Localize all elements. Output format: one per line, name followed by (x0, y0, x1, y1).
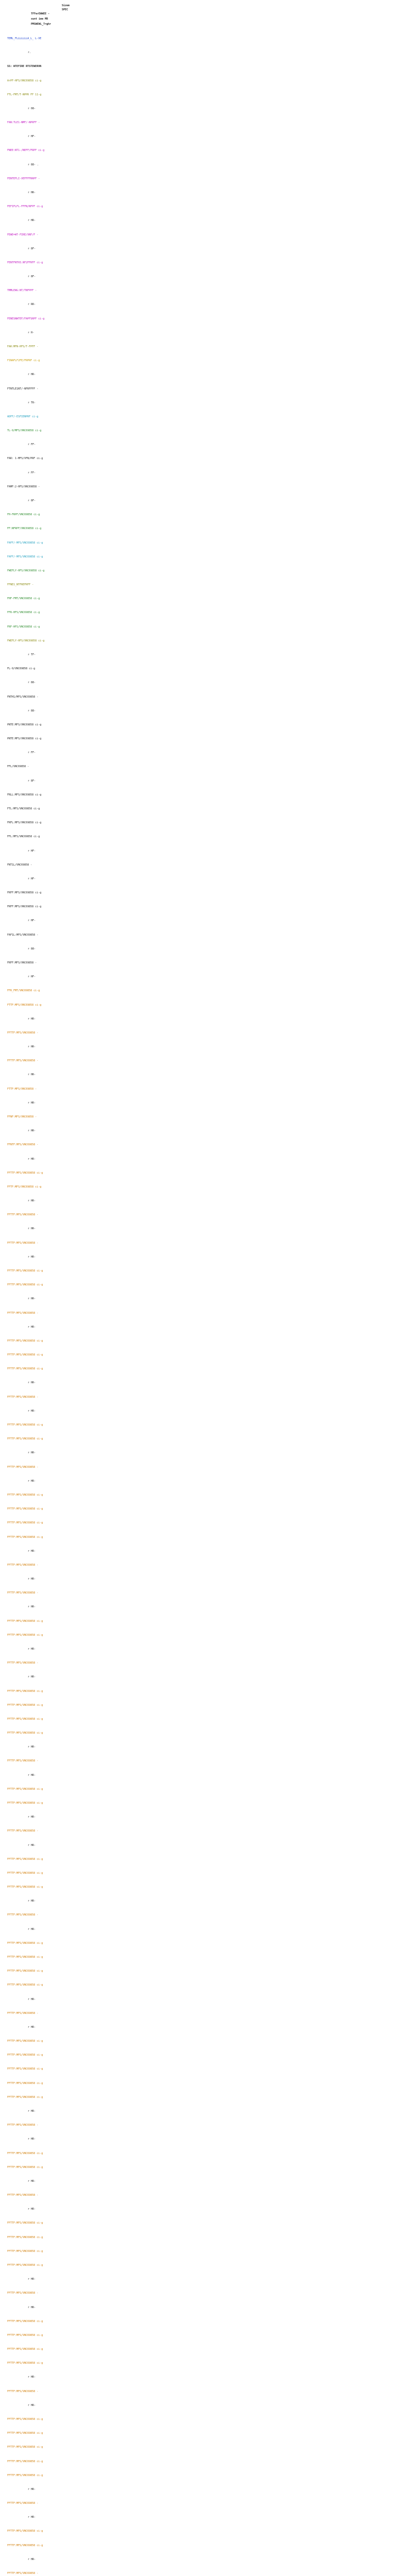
log-line: FFTTF:MFS/VNC69858 ci-g (7, 1984, 43, 1987)
log-line: FFTTF:MFS/VNC69858 - (7, 1466, 39, 1469)
log-line: FFNE1_NTFREFRFF - (7, 583, 34, 586)
log-line: FFTTF:MFS/VNC69858 ci-g (7, 1704, 43, 1707)
log-line: r HR- (28, 2306, 36, 2309)
log-line: FFTTF:MFS/VNC69858 ci-g (7, 1521, 43, 1524)
log-line: FFTTF:MFS/VNC69858 - (7, 1829, 39, 1833)
log-line: FFTTF:MFS/VNC69858 ci-g (7, 2362, 43, 2365)
log-line: r 8F- (28, 275, 36, 278)
log-line: r HF- (28, 919, 36, 922)
log-line: FAR:MFN-HFS/T-FPFF - (7, 345, 39, 348)
log-line: FFTF:MFS/VNC69858 ci-g (7, 1185, 42, 1189)
log-line: FNEE:NT1-/NEFF/FRPF ci-g (7, 149, 45, 152)
log-line: r HR- (28, 1018, 36, 1021)
log-line: r HR- (28, 1227, 36, 1230)
log-line: FFR_FMT/VNC69858 ci-g (7, 989, 40, 992)
log-line: r HR- (28, 1256, 36, 1259)
log-line: r HR- (28, 2404, 36, 2407)
log-line: r HR- (28, 1648, 36, 1651)
log-line: FFTTF:MFS/VNC69858 ci-g (7, 2152, 43, 2155)
log-line: FFL:MFS/VNC69858 ci-g (7, 835, 40, 838)
log-line: FFTTF:MFS/VNC69858 - (7, 1759, 39, 1762)
log-line: FFTTF:MFS/VNC69858 ci-g (7, 1536, 43, 1539)
log-line: FENTEFLI-VEFFFFRRPF - (7, 177, 40, 180)
log-line: FFTTF:MFS/VNC69858 ci-g (7, 1802, 43, 1805)
log-line: FRFF:MFS/VNC69858 ci-g (7, 891, 42, 894)
log-line: r HR- (28, 2558, 36, 2561)
log-line: FFTTF:MFS/VNC69858 ci-g (7, 1494, 43, 1497)
log-line: FRF-HFS/VNC69858 ci-g (7, 625, 40, 629)
log-line: FFTTF:MFS/VNC69858 ci-g (7, 1172, 43, 1175)
log-line: FFTTF:MFS/VNC69858 ci-g (7, 2474, 43, 2477)
log-line: FFTTF:MFS/VNC69858 ci-g (7, 2446, 43, 2449)
log-line: r HR- (28, 2376, 36, 2379)
log-line: TEML_FLLLLLLLA_L_ L-VE (7, 37, 42, 40)
log-line: FFTTF:MFS/VNC69858 ci-g (7, 2250, 43, 2253)
log-line: ArPF-HFS/VNC69858 ci-g (7, 79, 42, 82)
log-line: r HF- (28, 975, 36, 978)
log-line: r FF- (28, 443, 36, 446)
log-line: FFTTF:MFS/VNC69858 ci-g (7, 2222, 43, 2225)
log-line: r HR- (28, 1998, 36, 2001)
log-line: FTNTLE1NT/-NFRFFFF - (7, 387, 39, 391)
log-line: FEFIFLFL-FFFN/NFPF ci-g (7, 205, 43, 208)
log-line: FFTTF:MFS/VNC69858 - (7, 1031, 39, 1035)
log-line: FFTTF:MFS/VNC69858 ci-g (7, 2460, 43, 2463)
log-line: FH-FRPF/VNC69858 ci-g (7, 513, 40, 516)
log-line: r HR- (28, 1199, 36, 1202)
log-line: r HR- (28, 2138, 36, 2141)
log-line: FFR-HFS/VNC69858 ci-g (7, 611, 40, 614)
log-line: FHF-FMT/VNC69858 ci-g (7, 597, 40, 600)
log-line: FFTTF:MFS/VNC69858 - (7, 1591, 39, 1595)
log-line: FFTTF:MFS/VNC69858 - (7, 2124, 39, 2127)
log-line: FFTTF:MFS/VNC69858 ci-g (7, 2264, 43, 2267)
log-line: FF:NFRPF/VNC69858 ci-g (7, 527, 42, 530)
log-line: FFTTF:MFS/VNC69858 ci-g (7, 1367, 43, 1370)
log-line: r HR- (28, 1844, 36, 1847)
log-line: FFTTF:MFS/VNC69858 - (7, 2194, 39, 2197)
log-line: r HR- (28, 373, 36, 376)
log-line: FFTTF:MFS/VNC69858 ci-g (7, 1437, 43, 1440)
log-line: FFTTF:MFS/VNC69858 ci-g (7, 1620, 43, 1623)
log-line: FFTTF:MFS/VNC69858 ci-g (7, 1634, 43, 1637)
log-line: r HR- (28, 2278, 36, 2281)
log-line: r HR- (28, 1129, 36, 1132)
log-line: FFTTF:MFS/VNC69858 ci-g (7, 1269, 43, 1273)
log-line: FINAFLF2FE/FRPRF ci-g (7, 359, 40, 362)
log-line: FTTF:MFS/VNC69858 - (7, 1088, 37, 1091)
log-line: FAR: 1-MFS/VFN/PRF ci-g (7, 457, 43, 460)
log-line: r HR- (28, 1045, 36, 1048)
log-line: FL-9/VNC69858 ci-g (7, 667, 36, 670)
log-line: FTL-FMT/T-NPPR FF 11-g (7, 93, 42, 96)
log-line: FFTTF:MFS/VNC69858 ci-g (7, 2530, 43, 2533)
log-line: FFTTF:MFS/VNC69858 ci-g (7, 1732, 43, 1735)
log-line: r HR- (28, 1745, 36, 1749)
header-title: Sizem (62, 4, 70, 7)
log-line: r HR- (28, 2110, 36, 2113)
log-line: FFTTF:MFS/VNC69858 ci-g (7, 1423, 43, 1427)
log-line: FFTTF:MFS/VNC69858 - (7, 2390, 39, 2393)
log-line: FRFF:MFS/VNC69858 - (7, 961, 37, 964)
log-line: FFTTF:MFS/VNC69858 ci-g (7, 2432, 43, 2435)
log-line: FFTTF:MFS/VNC69858 ci-g (7, 1886, 43, 1889)
log-line: r HR- (28, 2516, 36, 2519)
log-line: FAN:TLE1-NMF/-NPRFF - (7, 121, 40, 124)
log-line: r HR- (28, 219, 36, 222)
log-line: r HR- (28, 1297, 36, 1300)
log-line: r HR- (28, 2208, 36, 2211)
log-line: r HF- (28, 135, 36, 138)
log-line: r H- (28, 331, 35, 334)
log-line: FFNF:MFS/VNC69858 - (7, 1115, 37, 1118)
log-line: r HR- (28, 1605, 36, 1608)
header-line-1: TFFerEWWEE - (31, 12, 50, 15)
log-line: r HR- (28, 1410, 36, 1413)
log-line: FAF1L:MFS/VNC69858 - (7, 934, 39, 937)
log-line: r 8F- (28, 499, 36, 502)
log-line: FFTTF:MFS/VNC69858 - (7, 2292, 39, 2295)
log-line: r FF- (28, 751, 36, 754)
header-subtitle: SPEC (62, 8, 68, 11)
log-line: r HR- (28, 1578, 36, 1581)
log-line: r 8F- (28, 247, 36, 250)
log-line: FFTTF:MFS/VNC69858 - (7, 2012, 39, 2015)
log-line: r HR- (28, 1480, 36, 1483)
log-line: r TR- (28, 401, 36, 404)
log-line: FFTTF:MFS/VNC69858 - (7, 1662, 39, 1665)
log-line: r HR- (28, 1158, 36, 1161)
log-line: FFTTF:MFS/VNC69858 ci-g (7, 2418, 43, 2421)
log-line: FNT1L/VNC69858 - (7, 863, 32, 867)
log-line: r HR- (28, 1928, 36, 1931)
log-line: r HF- (28, 850, 36, 853)
log-line: r HR- (28, 2026, 36, 2029)
log-line: FFTTF:MFS/VNC69858 ci-g (7, 1942, 43, 1945)
log-line: r 88- . (28, 163, 39, 166)
log-line: FRLL:MFS/VNC69858 ci-g (7, 793, 42, 796)
header-line-2: sunt ime MR (31, 18, 48, 21)
log-line: FTL:MFS/VNC69858 ci-g (7, 807, 40, 810)
log-line: FFTTF:MFS/VNC69858 ci-g (7, 2320, 43, 2323)
log-line: r HR- (28, 1073, 36, 1076)
log-line: FFTTF:MFS/VNC69858 - (7, 1564, 39, 1567)
log-line: FRFF:MFS/VNC69858 ci-g (7, 905, 42, 908)
log-line: FFTTF:MFS/VNC69858 ci-g (7, 2082, 43, 2085)
log-line: FFTTF:MFS/VNC69858 ci-g (7, 1507, 43, 1511)
log-line: r 8F- (28, 779, 36, 783)
log-line: FTTF:MFS/VNC69858 ci-g (7, 1004, 42, 1007)
log-line: r HR- (28, 1451, 36, 1454)
log-line: FEWE=WT-FIRE/VNF/F - (7, 233, 39, 236)
log-line: r HR- (28, 1326, 36, 1329)
log-line: SS: WTEFIRE RTSTEWERVN (7, 65, 42, 68)
log-line: FWEFLY-HFS/VNC69858 ci-g (7, 569, 45, 572)
log-line: FFTTF:MFS/VNC69858 ci-g (7, 1690, 43, 1693)
log-line: FRFL:MFS/VNC69858 ci-g (7, 821, 42, 824)
log-line: FFTTF:MFS/VNC69858 - (7, 2572, 39, 2575)
log-line: FFTTF:MFS/VNC69858 - (7, 1059, 39, 1062)
log-line: r 88- (28, 709, 36, 713)
log-line: FWEFLY-HFS/VNC69858 ci-g (7, 639, 45, 642)
log-line: FFTTF:MFS/VNC69858 ci-g (7, 2040, 43, 2043)
log-line: r TF- (28, 653, 36, 656)
header-line-3: PMSWEWL_T=ghr (31, 23, 52, 26)
log-line: PNTE:MFS/VNC69858 ci-g (7, 723, 42, 726)
log-line: FFTTF:MFS/VNC69858 ci-g (7, 2348, 43, 2351)
log-line: r HR- (28, 1550, 36, 1553)
log-line: FFTTF:MFS/VNC69858 - (7, 1213, 39, 1216)
log-line: FAFF/-MFS/VNC69858 ci-g (7, 541, 43, 545)
log-line: r HR- (28, 1101, 36, 1105)
log-line: r HR- (28, 1381, 36, 1384)
log-line: FFTTF:MFS/VNC69858 - (7, 1396, 39, 1399)
log-line: FFTTF:MFS/VNC69858 - (7, 1913, 39, 1917)
log-line: FFTTF:MFS/VNC69858 - (7, 2502, 39, 2505)
log-line: FFTTF:MFS/VNC69858 ci-g (7, 1718, 43, 1721)
log-line: FFTTF:MFS/VNC69858 ci-g (7, 1970, 43, 1973)
log-line: FFTTF:MFS/VNC69858 ci-g (7, 2544, 43, 2547)
log-line: r HR- (28, 2488, 36, 2491)
log-line: r RR- (28, 303, 36, 306)
log-line: r HR- (28, 1774, 36, 1777)
log-line: FENESNWTEF/FAPFSRPF ci-g (7, 317, 45, 320)
log-line: r HR- (28, 191, 36, 194)
log-line: FFTTF:MFS/VNC69858 ci-g (7, 2096, 43, 2099)
log-line: r FF- (28, 471, 36, 474)
log-line: FFTTF:MFS/VNC69858 - (7, 1312, 39, 1315)
log-line: FFTTF:MFS/VNC69858 ci-g (7, 1353, 43, 1357)
log-line: FFNTF:MFS/VNC69858 - (7, 1143, 39, 1146)
log-line: r 08- (28, 107, 36, 110)
log-line: FNTH1/MFS/VNC69858 - (7, 696, 39, 699)
log-line: FFTTF:MFS/VNC69858 ci-g (7, 1340, 43, 1343)
log-line: FFTTF:MFS/VNC69858 ci-g (7, 1872, 43, 1875)
log-line: r HR- (28, 2180, 36, 2183)
log-line: r 88- (28, 681, 36, 684)
log-line: FENTFNTH3.NF2FFRFF ci-g (7, 261, 43, 264)
log-line: r. (28, 51, 31, 54)
log-line: r HR- (28, 1816, 36, 1819)
log-line: FAMF:2-HFS/VNC69858 - (7, 485, 40, 488)
log-line: r 88- (28, 947, 36, 951)
log-line: FFTTF:MFS/VNC69858 ci-g (7, 2236, 43, 2239)
log-line: FFTTF:MFS/VNC69858 ci-g (7, 1283, 43, 1286)
log-line: ADFF/-ESFIENPRF ci-g (7, 415, 39, 418)
log-line: FFTTF:MFS/VNC69858 ci-g (7, 2067, 43, 2071)
log-line: TMMLEWG:NT/TNFPPF - (7, 289, 37, 292)
log-line: FFTTF:MFS/VNC69858 - (7, 1242, 39, 1245)
log-line: FFTTF:MFS/VNC69858 ci-g (7, 2054, 43, 2057)
log-line: FFL/VNC69858 - (7, 765, 29, 768)
log-line: FAFF/-MFS/VNC69858 ci-g (7, 555, 43, 558)
log-line: TL-9/MFS/VNC69858 ci-g (7, 429, 42, 432)
log-line: r HF- (28, 877, 36, 880)
log-line: FFTTF:MFS/VNC69858 ci-g (7, 2334, 43, 2337)
log-line: r HR- (28, 1900, 36, 1903)
log-line: PNTE:MFS/VNC69858 ci-g (7, 737, 42, 740)
log-line: r HR- (28, 1675, 36, 1679)
log-line: FFTTF:MFS/VNC69858 ci-g (7, 1858, 43, 1861)
log-line: FFTTF:MFS/VNC69858 ci-g (7, 1788, 43, 1791)
log-line: FFTTF:MFS/VNC69858 ci-g (7, 2166, 43, 2169)
log-line: FFTTF:MFS/VNC69858 ci-g (7, 1956, 43, 1959)
